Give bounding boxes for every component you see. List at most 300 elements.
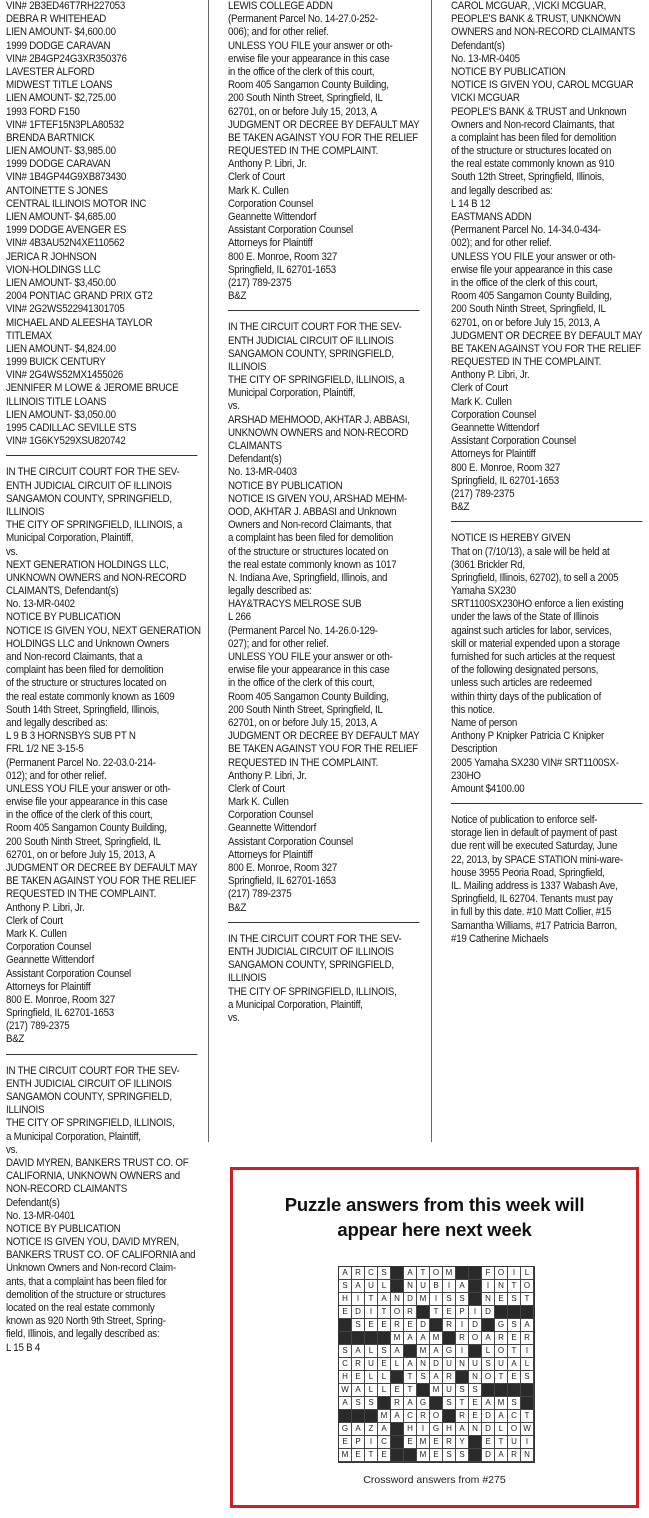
notice-line: 1999 DODGE AVENGER ES xyxy=(6,224,127,237)
notice-line: the real estate commonly known as 1609 xyxy=(6,690,175,703)
crossword-letter-cell: T xyxy=(417,1267,430,1280)
notice-line: a complaint has been filed for demolition xyxy=(451,131,617,144)
crossword-letter-cell: M xyxy=(417,1449,430,1462)
crossword-letter-cell: B xyxy=(430,1280,443,1293)
notice-line: MICHAEL AND ALEESHA TAYLOR xyxy=(6,316,153,329)
crossword-letter-cell: D xyxy=(482,1423,495,1436)
notice-line: JUDGMENT OR DECREE BY DEFAULT MAY xyxy=(228,730,420,743)
crossword-letter-cell: S xyxy=(365,1397,378,1410)
notice-line: Name of person xyxy=(451,716,518,729)
crossword-letter-cell: P xyxy=(456,1306,469,1319)
notice-line: OOD, AKHTAR J. ABBASI and Unknown xyxy=(228,505,397,518)
crossword-letter-cell: H xyxy=(339,1371,352,1384)
crossword-letter-cell: N xyxy=(404,1280,417,1293)
crossword-letter-cell: E xyxy=(469,1397,482,1410)
crossword-letter-cell: G xyxy=(430,1423,443,1436)
crossword-black-square xyxy=(482,1319,495,1332)
crossword-letter-cell: E xyxy=(404,1319,417,1332)
notice-line: and legally described as: xyxy=(451,184,553,197)
notice-line: LIEN AMOUNT- $3,050.00 xyxy=(6,408,116,421)
notice-line: REQUESTED IN THE COMPLAINT. xyxy=(451,356,602,369)
crossword-letter-cell: A xyxy=(404,1397,417,1410)
crossword-letter-cell: S xyxy=(339,1345,352,1358)
notice-line: Amount $4100.00 xyxy=(451,782,525,795)
crossword-letter-cell: R xyxy=(443,1319,456,1332)
crossword-letter-cell: A xyxy=(352,1280,365,1293)
notice-line: Mark K. Cullen xyxy=(228,184,289,197)
notice-line: UNKNOWN OWNERS and NON-RECORD xyxy=(6,571,187,584)
crossword-black-square xyxy=(469,1293,482,1306)
legal-notices-column-1 xyxy=(6,0,201,1355)
notice-line: REQUESTED IN THE COMPLAINT. xyxy=(228,145,379,158)
crossword-letter-cell: U xyxy=(469,1358,482,1371)
notice-separator xyxy=(451,521,642,522)
notice-line: legally described as: xyxy=(228,585,312,598)
crossword-letter-cell: I xyxy=(430,1293,443,1306)
crossword-letter-cell: S xyxy=(443,1449,456,1462)
notice-line: 1999 DODGE CARAVAN xyxy=(6,39,111,52)
crossword-letter-cell: E xyxy=(482,1436,495,1449)
crossword-letter-cell: R xyxy=(443,1371,456,1384)
crossword-letter-cell: N xyxy=(391,1293,404,1306)
crossword-letter-cell: E xyxy=(391,1384,404,1397)
crossword-letter-cell: R xyxy=(521,1332,534,1345)
notice-line: UNLESS YOU FILE your answer or oth- xyxy=(228,39,393,52)
notice-line: Defendant(s) xyxy=(451,39,505,52)
crossword-letter-cell: T xyxy=(378,1306,391,1319)
notice-line: Clerk of Court xyxy=(6,914,63,927)
notice-separator xyxy=(228,922,419,923)
notice-line: (217) 789-2375 xyxy=(451,487,515,500)
crossword-letter-cell: U xyxy=(365,1358,378,1371)
crossword-letter-cell: S xyxy=(456,1293,469,1306)
notice-line: Defendant(s) xyxy=(228,453,282,466)
crossword-letter-cell: T xyxy=(521,1410,534,1423)
notice-line: 230HO xyxy=(451,769,481,782)
crossword-letter-cell: N xyxy=(521,1449,534,1462)
notice-line: No. 13-MR-0401 xyxy=(6,1209,75,1222)
notice-line: TITLEMAX xyxy=(6,329,52,342)
notice-line: South 12th Street, Springfield, Illinois, xyxy=(451,171,605,184)
crossword-letter-cell: R xyxy=(391,1397,404,1410)
notice-line: (Permanent Parcel No. 14-34.0-434- xyxy=(451,224,601,237)
notice-line: BE TAKEN AGAINST YOU FOR THE RELIEF xyxy=(6,875,196,888)
crossword-letter-cell: S xyxy=(443,1397,456,1410)
notice-line: Clerk of Court xyxy=(228,171,285,184)
notice-line: CLAIMANTS, Defendant(s) xyxy=(6,585,119,598)
crossword-black-square xyxy=(378,1397,391,1410)
notice-line: DEBRA R WHITEHEAD xyxy=(6,13,107,26)
puzzle-title-line-1: Puzzle answers from this week will xyxy=(284,1194,585,1215)
notice-line: THE CITY OF SPRINGFIELD, ILLINOIS, xyxy=(6,1117,175,1130)
crossword-black-square xyxy=(339,1332,352,1345)
notice-line: erwise file your appearance in this case xyxy=(6,796,168,809)
crossword-letter-cell: A xyxy=(430,1345,443,1358)
notice-line: vs. xyxy=(228,1011,240,1024)
crossword-black-square xyxy=(495,1306,508,1319)
crossword-letter-cell: E xyxy=(352,1371,365,1384)
notice-line: Geannette Wittendorf xyxy=(228,822,317,835)
crossword-letter-cell: O xyxy=(430,1267,443,1280)
crossword-letter-cell: I xyxy=(443,1280,456,1293)
notice-line: 2005 Yamaha SX230 VIN# SRT1100SX- xyxy=(451,756,619,769)
notice-line: HOLDINGS LLC and Unknown Owners xyxy=(6,637,169,650)
notice-line: Samantha Williams, #17 Patricia Barron, xyxy=(451,919,618,932)
crossword-letter-cell: E xyxy=(378,1319,391,1332)
notice-line: That on (7/10/13), a sale will be held at xyxy=(451,545,610,558)
crossword-letter-cell: G xyxy=(339,1423,352,1436)
notice-line: B&Z xyxy=(228,290,247,303)
crossword-letter-cell: A xyxy=(404,1267,417,1280)
notice-line: ENTH JUDICIAL CIRCUIT OF ILLINOIS xyxy=(228,945,394,958)
crossword-black-square xyxy=(391,1267,404,1280)
legal-notices-column-2 xyxy=(228,0,423,1025)
notice-line: REQUESTED IN THE COMPLAINT. xyxy=(6,888,157,901)
notice-line: VICKI MCGUAR xyxy=(451,92,520,105)
crossword-letter-cell: D xyxy=(352,1306,365,1319)
crossword-letter-cell: S xyxy=(443,1293,456,1306)
crossword-letter-cell: S xyxy=(521,1371,534,1384)
crossword-letter-cell: Y xyxy=(456,1436,469,1449)
crossword-letter-cell: A xyxy=(352,1384,365,1397)
crossword-letter-cell: T xyxy=(365,1293,378,1306)
notice-line: erwise file your appearance in this case xyxy=(451,263,613,276)
notice-line: Corporation Counsel xyxy=(451,408,537,421)
crossword-black-square xyxy=(456,1371,469,1384)
crossword-letter-cell: A xyxy=(430,1371,443,1384)
crossword-letter-cell: D xyxy=(482,1449,495,1462)
notice-line: vs. xyxy=(228,400,240,413)
notice-line: Anthony P Knipker Patricia C Knipker xyxy=(451,730,604,743)
notice-line: NOTICE IS HEREBY GIVEN xyxy=(451,532,571,545)
crossword-letter-cell: A xyxy=(495,1410,508,1423)
crossword-letter-cell: S xyxy=(339,1280,352,1293)
crossword-letter-cell: I xyxy=(521,1436,534,1449)
notice-line: vs. xyxy=(6,1143,18,1156)
crossword-letter-cell: S xyxy=(378,1267,391,1280)
crossword-black-square xyxy=(469,1280,482,1293)
notice-line: Assistant Corporation Counsel xyxy=(6,967,131,980)
crossword-black-square xyxy=(391,1371,404,1384)
notice-line: CALIFORNIA, UNKNOWN OWNERS and xyxy=(6,1170,180,1183)
crossword-letter-cell: N xyxy=(469,1423,482,1436)
notice-line: erwise file your appearance in this case xyxy=(228,664,390,677)
notice-line: Mark K. Cullen xyxy=(228,796,289,809)
notice-line: HAY&TRACYS MELROSE SUB xyxy=(228,598,362,611)
crossword-letter-cell: N xyxy=(482,1293,495,1306)
crossword-letter-cell: A xyxy=(417,1332,430,1345)
notice-block xyxy=(451,532,646,796)
crossword-letter-cell: I xyxy=(352,1293,365,1306)
crossword-letter-cell: T xyxy=(508,1280,521,1293)
notice-line: house 3955 Peoria Road, Springfield, xyxy=(451,866,605,879)
crossword-letter-cell: E xyxy=(443,1306,456,1319)
crossword-letter-cell: I xyxy=(482,1280,495,1293)
notice-line: against such articles for labor, services, xyxy=(451,624,612,637)
notice-line: BRENDA BARTNICK xyxy=(6,131,95,144)
crossword-letter-cell: I xyxy=(508,1267,521,1280)
crossword-black-square xyxy=(391,1449,404,1462)
crossword-letter-cell: O xyxy=(495,1345,508,1358)
crossword-letter-cell: R xyxy=(495,1332,508,1345)
notice-line: ARSHAD MEHMOOD, AKHTAR J. ABBASI, xyxy=(228,413,410,426)
notice-line: NOTICE BY PUBLICATION xyxy=(6,1222,121,1235)
crossword-letter-cell: C xyxy=(404,1410,417,1423)
notice-separator xyxy=(6,1054,197,1055)
puzzle-title xyxy=(233,1192,636,1242)
crossword-letter-cell: T xyxy=(365,1449,378,1462)
notice-line: complaint has been filed for demolition xyxy=(6,664,164,677)
notice-line: in the office of the clerk of this court, xyxy=(6,809,153,822)
crossword-letter-cell: S xyxy=(508,1293,521,1306)
notice-line: 200 South Ninth Street, Springfield, IL xyxy=(228,92,383,105)
crossword-letter-cell: R xyxy=(417,1410,430,1423)
notice-line: Springfield, IL 62704. Tenants must pay xyxy=(451,893,613,906)
crossword-black-square xyxy=(482,1384,495,1397)
crossword-letter-cell: T xyxy=(404,1371,417,1384)
notice-line: furnished for such articles at the request xyxy=(451,651,615,663)
crossword-letter-cell: D xyxy=(417,1319,430,1332)
notice-line: Mark K. Cullen xyxy=(6,927,67,940)
notice-line: VIN# 2G4WS52MX1455026 xyxy=(6,369,124,382)
notice-line: JUDGMENT OR DECREE BY DEFAULT MAY xyxy=(6,862,198,874)
notice-line: Anthony P. Libri, Jr. xyxy=(228,769,307,782)
notice-line: UNLESS YOU FILE your answer or oth- xyxy=(6,782,171,795)
notice-line: Springfield, IL 62701-1653 xyxy=(451,474,559,487)
notice-line: 012); and for other relief. xyxy=(6,769,107,782)
crossword-letter-cell: E xyxy=(404,1436,417,1449)
notice-line: SRT1100SX230HO enforce a lien existing xyxy=(451,598,624,611)
notice-line: in the office of the clerk of this court, xyxy=(228,65,375,78)
crossword-letter-cell: M xyxy=(430,1384,443,1397)
notice-line: LAVESTER ALFORD xyxy=(6,65,95,78)
notice-line: Attorneys for Plaintiff xyxy=(228,237,313,250)
notice-line: Room 405 Sangamon County Building, xyxy=(451,290,612,303)
crossword-letter-cell: T xyxy=(508,1345,521,1358)
notice-line: Clerk of Court xyxy=(451,382,508,395)
notice-line: THE CITY OF SPRINGFIELD, ILLINOIS, xyxy=(228,985,397,998)
notice-line: ILLINOIS TITLE LOANS xyxy=(6,395,107,408)
notice-line: Attorneys for Plaintiff xyxy=(6,980,91,993)
notice-line: Municipal Corporation, Plaintiff, xyxy=(6,532,134,545)
notice-line: SANGAMON COUNTY, SPRINGFIELD, xyxy=(228,959,394,972)
crossword-black-square xyxy=(404,1345,417,1358)
notice-block xyxy=(6,1065,201,1355)
notice-line: JERICA R JOHNSON xyxy=(6,250,97,263)
notice-line: 200 South Ninth Street, Springfield, IL xyxy=(451,303,606,316)
notice-line: VIN# 1G6KY529XSU820742 xyxy=(6,435,126,448)
notice-line: ILLINOIS xyxy=(6,1104,45,1117)
crossword-letter-cell: M xyxy=(495,1397,508,1410)
crossword-letter-cell: S xyxy=(352,1397,365,1410)
notice-line: 22, 2013, by SPACE STATION mini-ware- xyxy=(451,853,623,866)
crossword-letter-cell: L xyxy=(365,1345,378,1358)
crossword-letter-cell: M xyxy=(417,1293,430,1306)
notice-line: ENTH JUDICIAL CIRCUIT OF ILLINOIS xyxy=(6,479,172,492)
crossword-letter-cell: F xyxy=(482,1267,495,1280)
crossword-letter-cell: U xyxy=(443,1384,456,1397)
crossword-letter-cell: L xyxy=(365,1371,378,1384)
crossword-letter-cell: A xyxy=(404,1358,417,1371)
notice-line: Corporation Counsel xyxy=(6,941,92,954)
crossword-black-square xyxy=(456,1267,469,1280)
notice-line: IN THE CIRCUIT COURT FOR THE SEV- xyxy=(228,321,402,334)
crossword-letter-cell: G xyxy=(443,1345,456,1358)
crossword-letter-cell: R xyxy=(456,1410,469,1423)
crossword-letter-cell: S xyxy=(508,1319,521,1332)
crossword-letter-cell: D xyxy=(469,1319,482,1332)
notice-line: and legally described as: xyxy=(6,716,108,729)
notice-block xyxy=(451,814,646,946)
crossword-black-square xyxy=(508,1306,521,1319)
crossword-letter-cell: A xyxy=(456,1423,469,1436)
crossword-letter-cell: A xyxy=(508,1358,521,1371)
crossword-black-square xyxy=(391,1436,404,1449)
crossword-letter-cell: E xyxy=(469,1410,482,1423)
notice-line: storage lien in default of payment of past xyxy=(451,827,617,840)
crossword-letter-cell: M xyxy=(430,1332,443,1345)
notice-line: Anthony P. Libri, Jr. xyxy=(451,369,530,382)
crossword-letter-cell: H xyxy=(404,1423,417,1436)
notice-line: THE CITY OF SPRINGFIELD, ILLINOIS, a xyxy=(228,374,405,387)
crossword-letter-cell: M xyxy=(378,1410,391,1423)
notice-line: BANKERS TRUST CO. OF CALIFORNIA and xyxy=(6,1249,196,1262)
notice-line: due rent will be executed Saturday, June xyxy=(451,840,618,853)
crossword-letter-cell: O xyxy=(469,1332,482,1345)
crossword-letter-cell: E xyxy=(378,1358,391,1371)
notice-line: Defendant(s) xyxy=(6,1196,60,1209)
notice-line: MIDWEST TITLE LOANS xyxy=(6,79,113,92)
notice-line: 62701, on or before July 15, 2013, A xyxy=(6,848,155,861)
crossword-letter-cell: E xyxy=(508,1332,521,1345)
crossword-black-square xyxy=(417,1384,430,1397)
notice-line: #19 Catherine Michaels xyxy=(451,932,549,945)
notice-line: NOTICE IS GIVEN YOU, ARSHAD MEHM- xyxy=(228,492,408,505)
notice-line: Assistant Corporation Counsel xyxy=(228,224,353,237)
crossword-letter-cell: D xyxy=(482,1410,495,1423)
notice-line: NON-RECORD CLAIMANTS xyxy=(6,1183,128,1196)
puzzle-answers-box xyxy=(230,1167,639,1508)
notice-line: 800 E. Monroe, Room 327 xyxy=(6,993,116,1006)
notice-separator xyxy=(6,455,197,456)
notice-line: Unknown Owners and Non-record Claim- xyxy=(6,1262,176,1275)
crossword-letter-cell: O xyxy=(430,1410,443,1423)
crossword-letter-cell: L xyxy=(482,1345,495,1358)
notice-line: (217) 789-2375 xyxy=(6,1020,70,1033)
notice-line: CENTRAL ILLINOIS MOTOR INC xyxy=(6,197,147,210)
notice-line: DAVID MYREN, BANKERS TRUST CO. OF xyxy=(6,1156,189,1169)
crossword-letter-cell: I xyxy=(456,1345,469,1358)
notice-line: 62701, on or before July 15, 2013, A xyxy=(451,316,600,329)
crossword-letter-cell: M xyxy=(391,1332,404,1345)
notice-line: a Municipal Corporation, Plaintiff, xyxy=(228,998,363,1011)
notice-line: N. Indiana Ave, Springfield, Illinois, and xyxy=(228,571,388,584)
crossword-black-square xyxy=(430,1319,443,1332)
notice-line: Room 405 Sangamon County Building, xyxy=(6,822,167,835)
crossword-black-square xyxy=(521,1397,534,1410)
crossword-letter-cell: A xyxy=(339,1267,352,1280)
crossword-black-square xyxy=(391,1280,404,1293)
crossword-letter-cell: R xyxy=(352,1267,365,1280)
notice-line: L 14 B 12 xyxy=(451,197,491,210)
crossword-letter-cell: T xyxy=(495,1436,508,1449)
crossword-letter-cell: I xyxy=(365,1436,378,1449)
crossword-letter-cell: R xyxy=(456,1332,469,1345)
crossword-black-square xyxy=(469,1345,482,1358)
puzzle-caption: Crossword answers from #275 xyxy=(363,1474,506,1486)
notice-line: JENNIFER M LOWE & JEROME BRUCE xyxy=(6,382,179,395)
notice-line: Attorneys for Plaintiff xyxy=(228,848,313,861)
notice-line: L 9 B 3 HORNSBYS SUB PT N xyxy=(6,730,136,743)
notice-line: (217) 789-2375 xyxy=(228,276,292,289)
notice-line: THE CITY OF SPRINGFIELD, ILLINOIS, a xyxy=(6,519,183,532)
notice-line: 1999 DODGE CARAVAN xyxy=(6,158,111,171)
notice-line: CAROL MCGUAR, ,VICKI MCGUAR, xyxy=(451,0,607,12)
notice-line: ILLINOIS xyxy=(228,360,267,373)
crossword-black-square xyxy=(430,1397,443,1410)
crossword-letter-cell: L xyxy=(495,1423,508,1436)
crossword-letter-cell: R xyxy=(391,1319,404,1332)
notice-line: NOTICE BY PUBLICATION xyxy=(228,479,343,492)
notice-line: CLAIMANTS xyxy=(228,440,282,452)
notice-line: LIEN AMOUNT- $4,685.00 xyxy=(6,211,116,223)
crossword-letter-cell: R xyxy=(404,1306,417,1319)
notice-line: No. 13-MR-0403 xyxy=(228,466,297,479)
notice-line: 200 South Ninth Street, Springfield, IL xyxy=(6,835,161,848)
crossword-letter-cell: D xyxy=(482,1306,495,1319)
notice-line: Geannette Wittendorf xyxy=(451,422,540,434)
notice-line: BE TAKEN AGAINST YOU FOR THE RELIEF xyxy=(451,342,641,355)
notice-line: unless such articles are redeemed xyxy=(451,677,592,690)
notice-line: South 14th Street, Springfield, Illinois, xyxy=(6,703,160,716)
notice-line: 200 South Ninth Street, Springfield, IL xyxy=(228,703,383,716)
notice-line: within thirty days of the publication of xyxy=(451,690,602,703)
notice-line: a complaint has been filed for demolition xyxy=(228,532,394,545)
notice-line: UNKNOWN OWNERS and NON-RECORD xyxy=(228,426,409,439)
notice-line: 1993 FORD F150 xyxy=(6,105,80,118)
notice-line: Municipal Corporation, Plaintiff, xyxy=(228,387,356,400)
notice-line: LIEN AMOUNT- $4,600.00 xyxy=(6,26,116,39)
notice-line: No. 13-MR-0402 xyxy=(6,598,75,611)
notice-line: vs. xyxy=(6,545,18,558)
crossword-letter-cell: R xyxy=(352,1358,365,1371)
notice-line: 2004 PONTIAC GRAND PRIX GT2 xyxy=(6,290,153,303)
notice-line: 800 E. Monroe, Room 327 xyxy=(228,862,338,874)
crossword-letter-cell: N xyxy=(469,1371,482,1384)
notice-block xyxy=(6,0,201,448)
crossword-letter-cell: U xyxy=(495,1358,508,1371)
crossword-letter-cell: R xyxy=(443,1436,456,1449)
notice-line: Description xyxy=(451,743,498,756)
crossword-letter-cell: M xyxy=(417,1345,430,1358)
notice-line: this notice. xyxy=(451,703,495,716)
notice-block xyxy=(228,321,423,914)
notice-line: IN THE CIRCUIT COURT FOR THE SEV- xyxy=(6,466,180,479)
notice-line: L 266 xyxy=(228,611,251,624)
crossword-letter-cell: E xyxy=(365,1319,378,1332)
notice-line: ants, that a complaint has been filed for xyxy=(6,1275,167,1288)
notice-line: Mark K. Cullen xyxy=(451,395,512,408)
crossword-letter-cell: T xyxy=(495,1371,508,1384)
crossword-black-square xyxy=(469,1267,482,1280)
crossword-letter-cell: A xyxy=(495,1449,508,1462)
notice-line: (3061 Brickler Rd, xyxy=(451,558,525,571)
crossword-letter-cell: S xyxy=(378,1345,391,1358)
crossword-letter-cell: L xyxy=(391,1358,404,1371)
crossword-letter-cell: E xyxy=(339,1306,352,1319)
notice-block xyxy=(228,0,423,303)
crossword-letter-cell: L xyxy=(521,1267,534,1280)
